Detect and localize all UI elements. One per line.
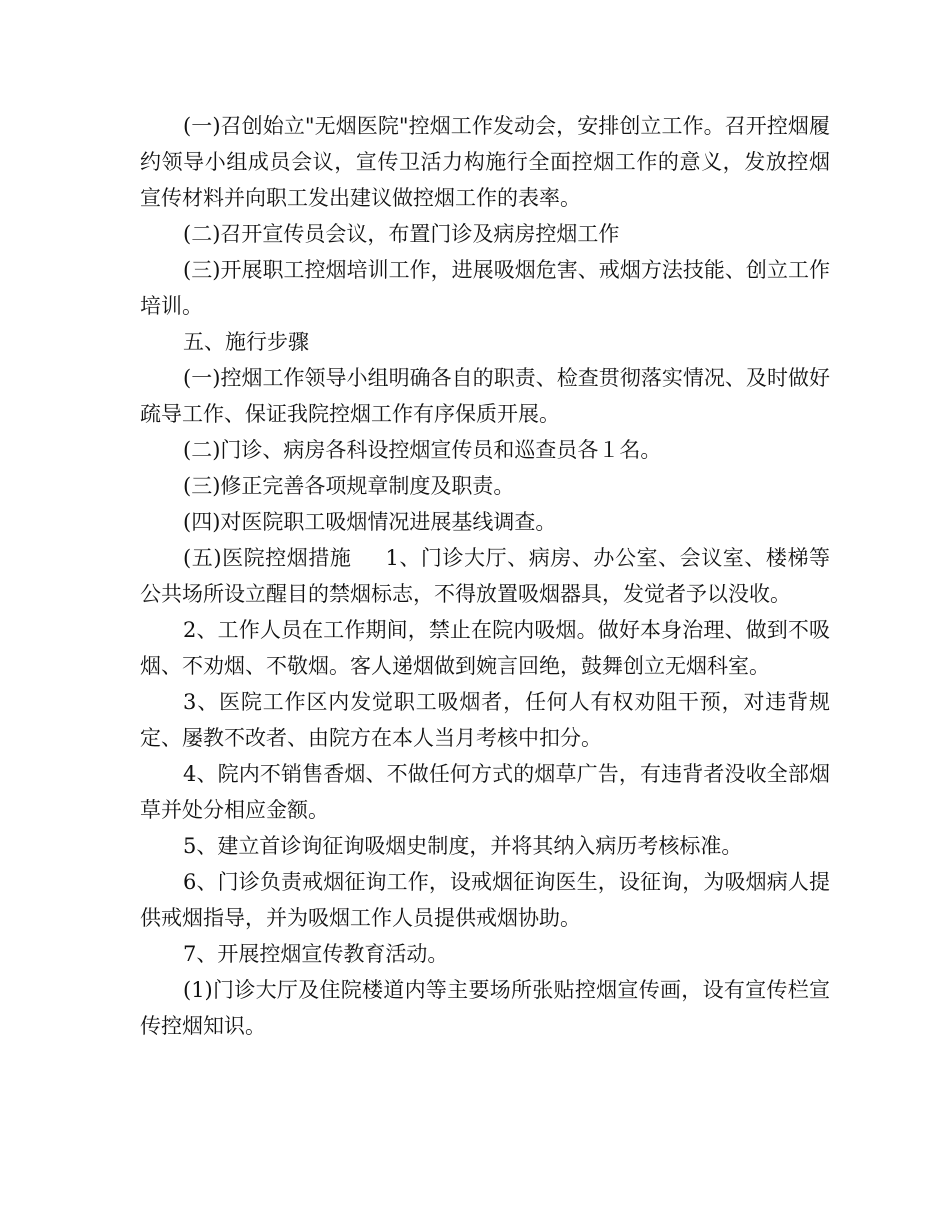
- paragraph-measure-6: 6、门诊负责戒烟征询工作，设戒烟征询医生，设征询，为吸烟病人提供戒烟指导，并为吸烟工作人员提供戒烟协助。: [140, 870, 830, 930]
- paragraph-regulations: (三)修正完善各项规章制度及职责。: [183, 474, 515, 498]
- paragraph-launch-meeting: (一)召创始立"无烟医院"控烟工作发动会，安排创立工作。召开控烟履约领导小组成员会议，宣传卫活力构施行全面控烟工作的意义，发放控烟宣传材料并向职工发出建议做控烟工作的表率。: [140, 114, 830, 210]
- paragraph-measure-3: 3、医院工作区内发觉职工吸烟者，任何人有权劝阻干预，对违背规定、屡教不改者、由院方在本人当月考核中扣分。: [140, 690, 830, 750]
- paragraph-staff-training: (三)开展职工控烟培训工作，进展吸烟危害、戒烟方法技能、创立工作培训。: [140, 258, 830, 318]
- measure-1: 1、门诊大厅、病房、办公室、会议室、楼梯等公共场所设立醒目的禁烟标志，不得放置吸烟器具，发觉者予以没收。: [140, 546, 831, 606]
- paragraph-leadership-duties: (一)控烟工作领导小组明确各自的职责、检查贯彻落实情况、及时做好疏导工作、保证我院控烟工作有序保质开展。: [140, 366, 830, 426]
- paragraph-control-measures: [140, 540, 830, 612]
- section-heading-implementation-steps: 五、施行步骤: [183, 330, 309, 354]
- paragraph-measure-2: 2、工作人员在工作期间，禁止在院内吸烟。做好本身治理、做到不吸烟、不劝烟、不敬烟。客人递烟做到婉言回绝，鼓舞创立无烟科室。: [140, 618, 830, 678]
- document-body: [140, 108, 830, 1044]
- paragraph-measure-4: 4、院内不销售香烟、不做任何方式的烟草广告，有违背者没收全部烟草并处分相应金额。: [140, 762, 830, 822]
- paragraph-measure-7-item-1: (1)门诊大厅及住院楼道内等主要场所张贴控烟宣传画，设有宣传栏宣传控烟知识。: [140, 978, 830, 1038]
- paragraph-measure-7: 7、开展控烟宣传教育活动。: [183, 942, 449, 966]
- measures-heading: (五)医院控烟措施: [183, 546, 352, 570]
- paragraph-publicity-meeting: (二)召开宣传员会议，布置门诊及病房控烟工作: [183, 222, 620, 246]
- paragraph-department-staff: (二)门诊、病房各科设控烟宣传员和巡查员各１名。: [183, 438, 662, 462]
- paragraph-measure-5: 5、建立首诊询征询吸烟史制度，并将其纳入病历考核标准。: [183, 834, 743, 858]
- paragraph-baseline-survey: (四)对医院职工吸烟情况进展基线调查。: [183, 510, 557, 534]
